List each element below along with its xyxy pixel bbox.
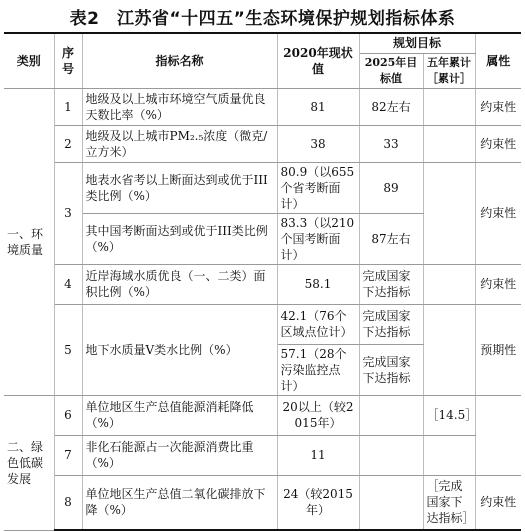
header-attribute: 属性 <box>475 33 521 88</box>
row-target-2025: 82左右 <box>359 88 423 125</box>
row-target-5yr <box>423 435 475 475</box>
row-target-5yr: ［14.5］ <box>423 395 475 435</box>
row-attribute: 约束性 <box>475 125 521 162</box>
row-name: 地下水质量V类水比例（%） <box>82 304 277 395</box>
row-name: 地表水省考以上断面达到或优于III类比例（%） <box>82 162 277 213</box>
row-name: 非化石能源占一次能源消费比重（%） <box>82 435 277 475</box>
row-status: 83.3（以210个国考断面计） <box>277 213 359 264</box>
row-target-5yr: ［完成国家下达指标］ <box>423 475 475 530</box>
table-row <box>4 125 521 162</box>
row-target-5yr <box>423 304 475 395</box>
row-target-5yr <box>423 125 475 162</box>
row-status: 11 <box>277 435 359 475</box>
table-row <box>4 162 521 213</box>
row-target-5yr <box>423 162 475 264</box>
row-target-2025 <box>359 435 423 475</box>
row-target-2025: 完成国家下达指标 <box>359 344 423 395</box>
row-attribute: 约束性 <box>475 88 521 125</box>
row-attribute: 预期性 <box>475 304 521 395</box>
header-category: 类别 <box>4 33 54 88</box>
header-target-group: 规划目标 <box>359 33 475 53</box>
row-seq: 4 <box>54 264 82 304</box>
row-status: 80.9（以655个省考断面计） <box>277 162 359 213</box>
row-status: 42.1（76个区域点位计） <box>277 304 359 344</box>
row-status: 58.1 <box>277 264 359 304</box>
category-green-lowcarbon: 二、绿色低碳发展 <box>4 395 54 530</box>
header-target-5yr: 五年累计［累计］ <box>423 53 475 88</box>
table-row <box>4 395 521 435</box>
table-title: 表2 江苏省“十四五”生态环境保护规划指标体系 <box>69 9 456 29</box>
table-row <box>4 304 521 344</box>
row-name: 单位地区生产总值二氧化碳排放下降（%） <box>82 475 277 530</box>
row-status: 57.1（28个污染监控点计） <box>277 344 359 395</box>
row-seq: 7 <box>54 435 82 475</box>
row-attribute: 约束性 <box>475 475 521 530</box>
header-status-2020: 2020年现状值 <box>277 33 359 88</box>
row-attribute: 约束性 <box>475 264 521 304</box>
row-target-2025: 87左右 <box>359 213 423 264</box>
row-target-2025: 完成国家下达指标 <box>359 264 423 304</box>
row-target-2025: 33 <box>359 125 423 162</box>
row-target-5yr <box>423 264 475 304</box>
row-name: 近岸海域水质优良（一、二类）面积比例（%） <box>82 264 277 304</box>
row-seq: 6 <box>54 395 82 435</box>
row-status: 81 <box>277 88 359 125</box>
row-target-2025: 完成国家下达指标 <box>359 304 423 344</box>
row-status: 20以上（较2015年） <box>277 395 359 435</box>
row-target-5yr <box>423 88 475 125</box>
row-name: 地级及以上城市PM₂.₅浓度（微克/立方米） <box>82 125 277 162</box>
row-attribute <box>475 395 521 475</box>
row-seq: 1 <box>54 88 82 125</box>
row-seq: 8 <box>54 475 82 530</box>
table-row <box>4 88 521 125</box>
row-target-2025 <box>359 475 423 530</box>
row-seq: 2 <box>54 125 82 162</box>
header-name: 指标名称 <box>82 33 277 88</box>
row-seq: 3 <box>54 162 82 264</box>
header-target-2025: 2025年目标值 <box>359 53 423 88</box>
row-target-2025: 89 <box>359 162 423 213</box>
row-name: 其中国考断面达到或优于III类比例（%） <box>82 213 277 264</box>
table-row <box>4 435 521 475</box>
indicator-table <box>4 32 521 531</box>
row-name: 单位地区生产总值能源消耗降低（%） <box>82 395 277 435</box>
category-env-quality: 一、环境质量 <box>4 88 54 395</box>
row-name: 地级及以上城市环境空气质量优良天数比率（%） <box>82 88 277 125</box>
row-target-2025 <box>359 395 423 435</box>
row-status: 24（较2015年） <box>277 475 359 530</box>
table-row <box>4 475 521 530</box>
row-status: 38 <box>277 125 359 162</box>
row-seq: 5 <box>54 304 82 395</box>
table-row <box>4 264 521 304</box>
header-seq: 序号 <box>54 33 82 88</box>
row-attribute: 约束性 <box>475 162 521 264</box>
